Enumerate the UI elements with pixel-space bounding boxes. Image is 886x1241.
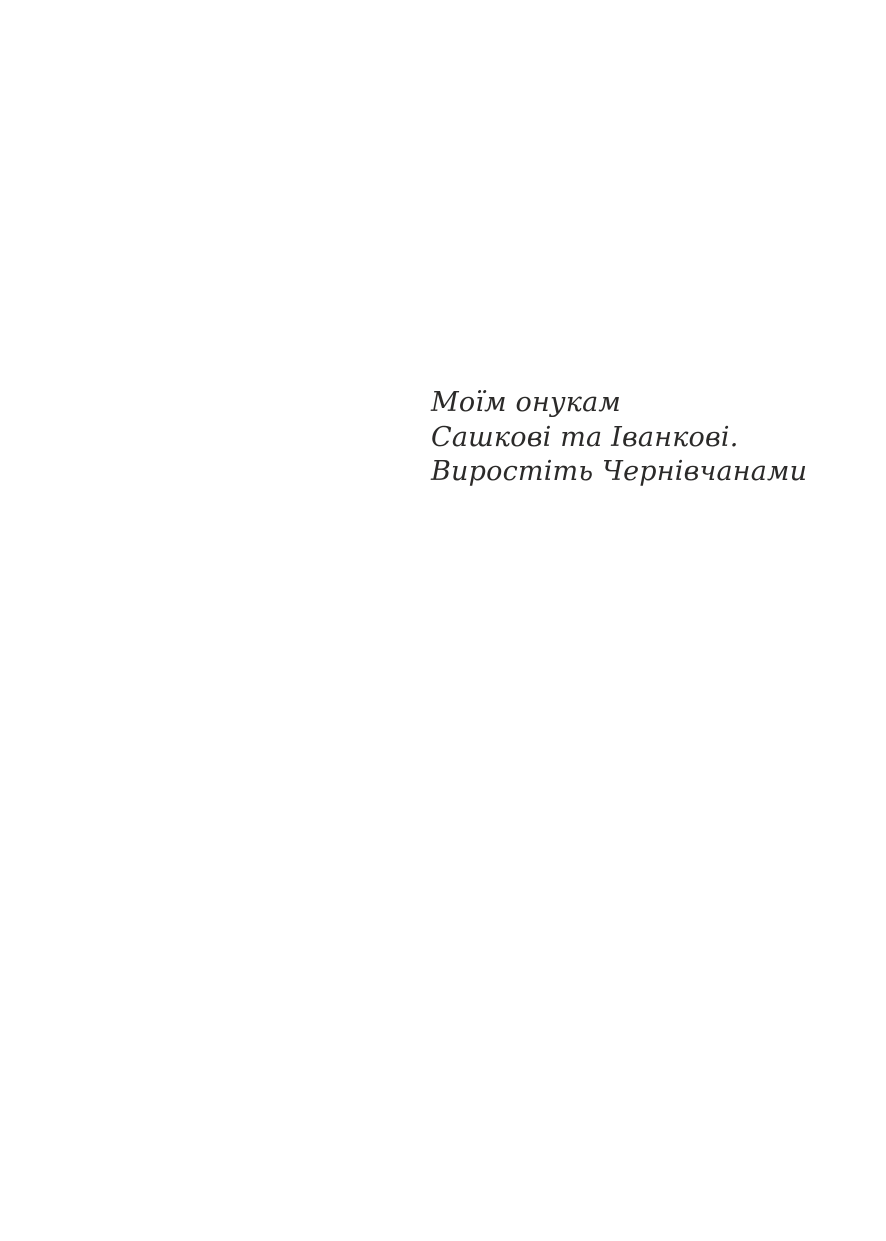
- dedication-text: [431, 386, 807, 490]
- dedication-line-3: Виростіть Чернівчанами: [431, 456, 808, 487]
- dedication-line-1: Моїм онукам: [431, 387, 622, 418]
- dedication-line-2: Сашкові та Іванкові.: [431, 421, 739, 453]
